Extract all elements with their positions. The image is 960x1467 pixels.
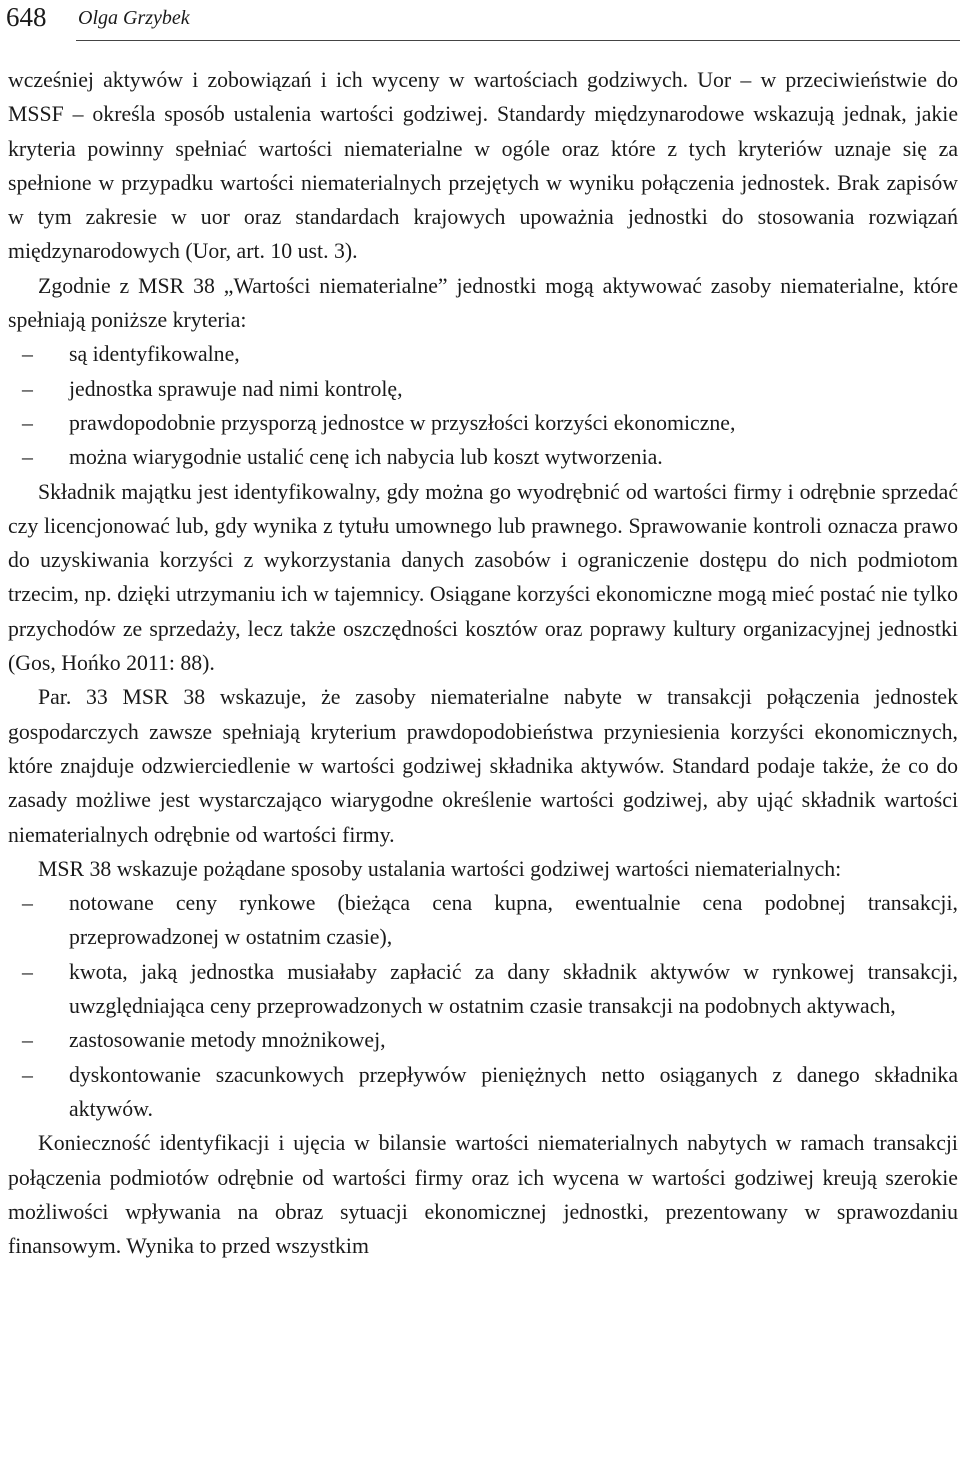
- list-dash: –: [22, 342, 33, 367]
- list-item-text: są identyfikowalne,: [69, 342, 240, 367]
- list-dash: –: [22, 376, 33, 401]
- methods-list: [8, 886, 958, 1126]
- list-dash: –: [22, 445, 33, 470]
- list-dash: –: [22, 410, 33, 435]
- paragraph-4: Par. 33 MSR 38 wskazuje, że zasoby niematerialne nabyte w transakcji połączenia jednostek gospodarczych zawsze spełniają kryterium prawdopodobieństwa przyniesienia korzyści ekonomicznych, które znajduje odzwierciedlenie w wartości godziwej składnika aktywów. Standard podaje także, że co do zasady możliwe jest wystarczająco wiarygodne określenie wartości godziwej, aby ująć składnik wartości niematerialnych odrębnie od wartości firmy.: [8, 685, 958, 847]
- page-header: [0, 0, 960, 44]
- list-item: [8, 337, 958, 371]
- page-number: 648: [6, 2, 47, 32]
- list-dash: –: [22, 1062, 33, 1087]
- list-item: [8, 372, 958, 406]
- paragraph-1: wcześniej aktywów i zobowiązań i ich wyceny w wartościach godziwych. Uor – w przeciwieństwie do MSSF – określa sposób ustalenia wartości godziwej. Standardy międzynarodowe wskazują jednak, jakie kryteria powinny spełniać wartości niematerialne w ogóle oraz które z tych kryteriów uznaje się za spełnione w przypadku wartości niematerialnych przejętych w wyniku połączenia jednostek. Brak zapisów w tym zakresie w uor oraz standardach krajowych upoważnia jednostki do stosowania rozwiązań międzynarodowych (Uor, art. 10 ust. 3).: [8, 68, 958, 264]
- list-item-text: kwota, jaką jednostka musiałaby zapłacić za dany składnik aktywów w rynkowej transakcji, uwzględniająca ceny przeprowadzonych w ostatnim czasie transakcji na podobnych aktywach,: [69, 959, 958, 1019]
- list-item: [8, 440, 958, 474]
- list-item: [8, 955, 958, 1024]
- list-item-text: prawdopodobnie przysporzą jednostce w przyszłości korzyści ekonomiczne,: [69, 410, 736, 435]
- header-rule: [76, 40, 960, 41]
- list-item: [8, 886, 958, 955]
- list-dash: –: [22, 891, 33, 916]
- list-dash: –: [22, 1028, 33, 1053]
- list-item-text: notowane ceny rynkowe (bieżąca cena kupna, ewentualnie cena podobnej transakcji, przeprowadzonej w ostatnim czasie),: [69, 891, 958, 950]
- list-item: [8, 1023, 958, 1057]
- list-item-text: dyskontowanie szacunkowych przepływów pieniężnych netto osiąganych z danego składnika aktywów.: [69, 1062, 958, 1121]
- list-item: [8, 1058, 958, 1127]
- paragraph-2: Zgodnie z MSR 38 „Wartości niematerialne” jednostki mogą aktywować zasoby niematerialne, które spełniają poniższe kryteria:: [8, 273, 958, 333]
- running-head-author: Olga Grzybek: [78, 7, 190, 29]
- page-body: [8, 63, 958, 1263]
- list-item-text: można wiarygodnie ustalić cenę ich nabycia lub koszt wytworzenia.: [69, 445, 663, 470]
- paragraph-3: Składnik majątku jest identyfikowalny, gdy można go wyodrębnić od wartości firmy i odrębnie sprzedać czy licencjonować lub, gdy wynika z tytułu umownego lub prawnego. Sprawowanie kontroli oznacza prawo do uzyskiwania korzyści z wykorzystania danych zasobów i ograniczenie dostępu do nich podmiotom trzecim, np. dzięki utrzymaniu ich w tajemnicy. Osiągane korzyści ekonomiczne mogą mieć postać nie tylko przychodów ze sprzedaży, lecz także oszczędności kosztów oraz poprawy kultury organizacyjnej jednostki (Gos, Hońko 2011: 88).: [8, 479, 958, 676]
- list-item-text: jednostka sprawuje nad nimi kontrolę,: [69, 376, 403, 401]
- list-item-text: zastosowanie metody mnożnikowej,: [69, 1028, 386, 1053]
- list-item: [8, 406, 958, 440]
- criteria-list: [8, 337, 958, 474]
- paragraph-5: MSR 38 wskazuje pożądane sposoby ustalania wartości godziwej wartości niematerialnych:: [38, 856, 842, 881]
- list-dash: –: [22, 959, 33, 984]
- paragraph-6: Konieczność identyfikacji i ujęcia w bilansie wartości niematerialnych nabytych w ramach transakcji połączenia podmiotów odrębnie od wartości firmy oraz ich wycena w wartości godziwej kreują szerokie możliwości wpływania na obraz sytuacji ekonomicznej jednostki, prezentowany w sprawozdaniu finansowym. Wynika to przed wszystkim: [8, 1131, 958, 1259]
